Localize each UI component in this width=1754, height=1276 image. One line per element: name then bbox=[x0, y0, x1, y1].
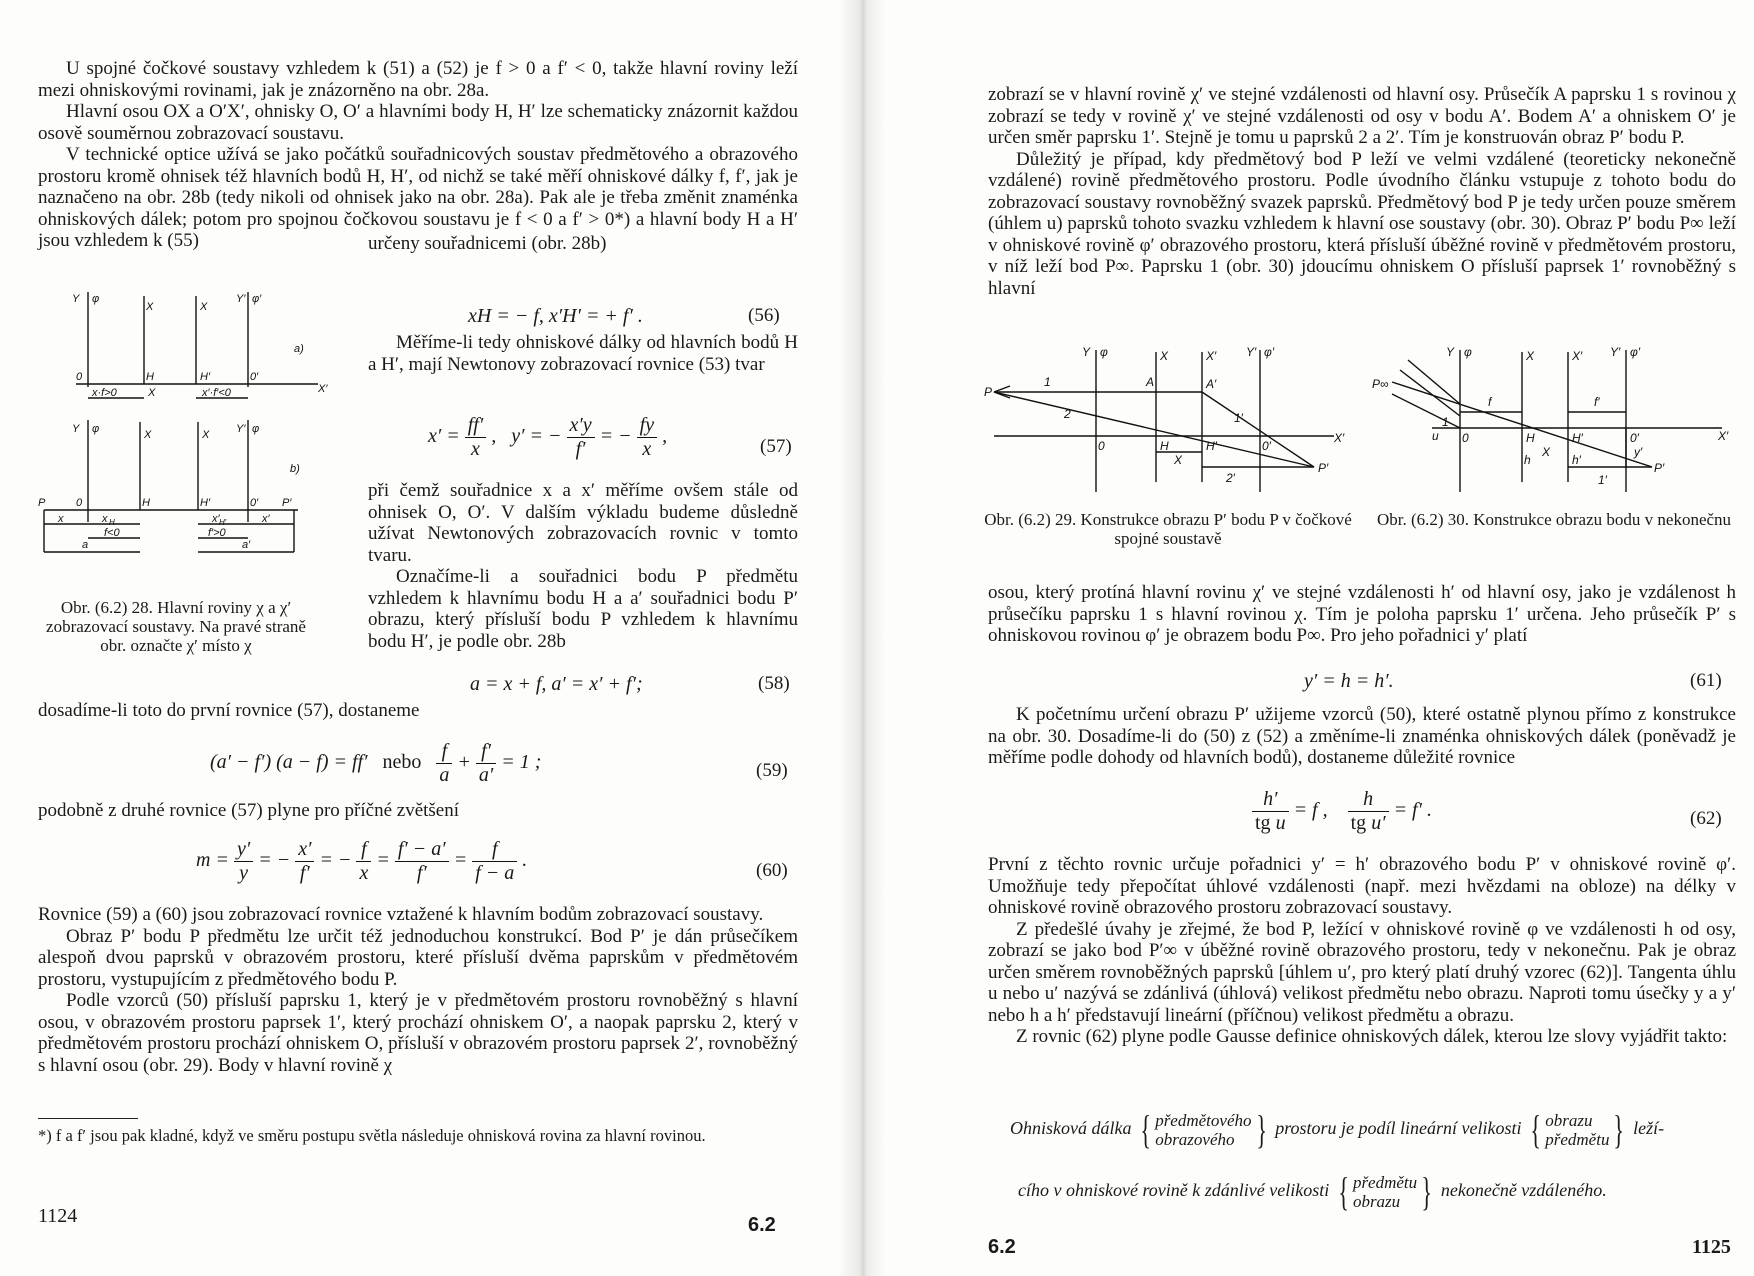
svg-text:Y′: Y′ bbox=[1246, 345, 1257, 359]
svg-text:1: 1 bbox=[1442, 415, 1449, 429]
equation-57: x′ = $\frac{ff'}{x}$ , y′ = − $\frac{x'y}{f'}$ = − $\frac{fy}{x}$ , bbox=[428, 414, 668, 460]
figure-28 bbox=[36, 292, 366, 582]
figure-29 bbox=[984, 342, 1364, 502]
svg-text:φ: φ bbox=[1100, 345, 1108, 359]
def-text-f: cího v ohniskové rovině k zdánlivé velikosti bbox=[1018, 1180, 1330, 1201]
svg-text:x′·f′<0: x′·f′<0 bbox=[202, 387, 231, 399]
svg-text:X′: X′ bbox=[1572, 349, 1583, 363]
def-option-g2: obrazu bbox=[1352, 1192, 1401, 1211]
svg-text:A: A bbox=[1146, 375, 1155, 389]
svg-text:f<0: f<0 bbox=[104, 527, 120, 539]
left-para-6-text: Označíme-li a souřadnici bodu P předmětu vzhledem k hlavnímu bodu H a a′ souřadnici bodu P′ obrazu, který přísluší bodu P vzhledem k hlavnímu bodu H′, je podle obr. 28b bbox=[368, 566, 798, 652]
svg-text:u: u bbox=[1432, 429, 1439, 443]
left-para-4 bbox=[368, 332, 798, 375]
left-page bbox=[0, 0, 862, 1276]
right-page-number: 1125 bbox=[1692, 1236, 1731, 1258]
svg-text:X: X bbox=[1542, 445, 1551, 459]
equation-62-number: (62) bbox=[1690, 808, 1722, 829]
left-top-text bbox=[38, 58, 798, 252]
right-para-2: Důležitý je případ, kdy předmětový bod P leží ve velmi vzdálené (teoreticky nekonečně vzdálené) rovině předmětového prostoru. Podle úvodního článku vstupuje z tohoto bodu do zobrazovací soustavy rovnoběžný svazek paprsků. Předmětový bod P je tedy určen pouze směrem (úhlem u) paprsků tohoto svazku vzhledem k hlavní ose soustavy (obr. 30). Obraz P′ bodu P∞ leží v ohniskové rovině φ′ obrazového prostoru, která přísluší úběžné rovině v předmětovém prostoru, v níž leží bod P∞. Paprsku 1 (obr. 30) jdoucímu ohniskem O přísluší paprsek 1′ rovnoběžný s hlavní bbox=[988, 148, 1736, 299]
left-bottom-text bbox=[38, 904, 798, 1076]
svg-text:f′: f′ bbox=[1594, 395, 1600, 409]
svg-text:P∞: P∞ bbox=[1372, 377, 1389, 391]
footnote-rule bbox=[38, 1118, 138, 1119]
figure-30-caption: Obr. (6.2) 30. Konstrukce obrazu bodu v nekonečnu bbox=[1376, 510, 1732, 529]
svg-text:Y′: Y′ bbox=[236, 423, 246, 435]
figure-28-caption: Obr. (6.2) 28. Hlavní roviny χ a χ′ zobrazovací soustavy. Na pravé straně obr. označte χ′ místo χ bbox=[46, 598, 306, 655]
svg-text:φ: φ bbox=[1464, 345, 1472, 359]
svg-text:H′: H′ bbox=[200, 371, 211, 383]
svg-text:H: H bbox=[109, 518, 115, 527]
svg-text:Y: Y bbox=[72, 423, 80, 435]
svg-text:0′: 0′ bbox=[250, 497, 259, 509]
left-para-9: Rovnice (59) a (60) jsou zobrazovací rovnice vztažené k hlavním bodům zobrazovací soustavy. bbox=[38, 904, 764, 925]
right-para-4 bbox=[988, 704, 1736, 769]
svg-text:h′: h′ bbox=[1572, 453, 1581, 467]
svg-text:Y′: Y′ bbox=[1610, 345, 1621, 359]
svg-text:H: H bbox=[1526, 431, 1535, 445]
svg-text:H: H bbox=[1160, 439, 1169, 453]
svg-text:0: 0 bbox=[76, 497, 83, 509]
right-page bbox=[862, 0, 1754, 1276]
def-option-d2: předmětu bbox=[1545, 1130, 1610, 1149]
svg-text:x: x bbox=[102, 513, 108, 525]
svg-text:X: X bbox=[144, 429, 152, 441]
svg-text:a′: a′ bbox=[242, 539, 251, 551]
def-option-b2: obrazového bbox=[1155, 1130, 1235, 1149]
left-page-number: 1124 bbox=[38, 1205, 78, 1227]
svg-text:X: X bbox=[1526, 349, 1535, 363]
equation-59-number: (59) bbox=[756, 760, 788, 781]
svg-text:y′: y′ bbox=[1634, 445, 1643, 459]
def-text-e: leží- bbox=[1633, 1118, 1665, 1139]
right-para-6: Z předešlé úvahy je zřejmé, že bod P, ležící v ohniskové rovině φ ve vzdálenosti h od osy, zobrazí se jako bod P′∞ v úběžné rovině obrazového prostoru, tedy v nekonečnu. Pak je obraz určen směrem rovnoběžných paprsků [úhlem u′, pro který platí druhý vzorec (62)]. Tangenta úhlu u nebo u′ nazývá se zdánlivá (úhlová) velikost předmětu nebo obrazu. Naproti tomu úsečky y a y′ nebo h a h′ představují lineární (příčnou) velikost předmětu a obrazu. bbox=[988, 918, 1736, 1026]
equation-62: $\frac{h'}{\text{tg u}}$ = f , $\frac{h}{\text{tg u′}}$ = f′ . bbox=[1252, 788, 1432, 835]
left-para-8: podobně z druhé rovnice (57) plyne pro příčné zvětšení bbox=[38, 800, 460, 821]
right-para-3: osou, který protíná hlavní rovinu χ′ ve stejné vzdálenosti h′ od hlavní osy, jako je vzdálenost h průsečíku paprsku 1 s hlavní rovinou χ. Tím je poloha paprsku 1′ určena. Jeho průsečík P′ s ohniskovou rovinou φ′ je obrazem bodu P∞. Pro jeho pořadnici y′ platí bbox=[988, 582, 1736, 646]
svg-text:H′: H′ bbox=[1206, 439, 1217, 453]
svg-text:P′: P′ bbox=[1654, 461, 1665, 475]
def-text-h: nekonečně vzdáleného. bbox=[1440, 1180, 1607, 1201]
left-para-2: Hlavní osou OX a O′X′, ohnisky O, O′ a hlavními body H, H′ lze schematicky znázornit každou osově souměrnou zobrazovací soustavu. bbox=[38, 101, 798, 144]
svg-text:1: 1 bbox=[1044, 375, 1051, 389]
svg-text:X: X bbox=[1174, 453, 1183, 467]
right-para-1: zobrazí se v hlavní rovině χ′ ve stejné vzdálenosti od hlavní osy. Průsečík A paprsku 1 s rovinou χ zobrazí se tedy v rovině χ′ ve stejné vzdálenosti od osy v bodu A′. Bodem A′ a ohniskem O′ je určen směr paprsku 1′. Stejně je tomu u paprsků 2 a 2′. Tím je konstruován obraz P′ bodu P. bbox=[988, 84, 1736, 148]
svg-text:1′: 1′ bbox=[1234, 411, 1243, 425]
svg-text:0′: 0′ bbox=[1630, 431, 1639, 445]
figure-30 bbox=[1372, 342, 1742, 502]
equation-60-number: (60) bbox=[756, 860, 788, 881]
footnote: *) f a f′ jsou pak kladné, když ve směru postupu světla následuje ohnisková rovina za hlavní rovinou. bbox=[38, 1126, 706, 1145]
right-section-number: 6.2 bbox=[988, 1236, 1016, 1258]
svg-text:X′: X′ bbox=[1206, 349, 1217, 363]
svg-text:a): a) bbox=[294, 343, 304, 355]
left-para-3-end: určeny souřadnicemi (obr. 28b) bbox=[368, 233, 607, 254]
svg-text:φ′: φ′ bbox=[252, 293, 262, 305]
svg-text:Y: Y bbox=[1082, 345, 1091, 359]
svg-text:X: X bbox=[1160, 349, 1169, 363]
svg-text:H: H bbox=[146, 371, 154, 383]
left-para-10: Obraz P′ bodu P předmětu lze určit též jednoduchou konstrukcí. Bod P′ je dán průsečíkem alespoň dvou paprsků v obrazovém prostoru, které přísluší dvěma paprskům v předmětovém prostoru, vystupujícím z předmětového bodu P. bbox=[38, 925, 798, 990]
equation-59: (a′ − f′) (a − f) = ff′ nebo $\frac{f}{a}$ + $\frac{f'}{a'}$ = 1 ; bbox=[210, 740, 542, 786]
right-para-7: Z rovnic (62) plyne podle Gausse definice ohniskových dálek, kterou lze slovy vyjádřit takto: bbox=[1016, 1026, 1728, 1047]
svg-text:f′>0: f′>0 bbox=[208, 527, 226, 539]
right-para-4-text: K početnímu určení obrazu P′ užijeme vzorců (50), které ostatně plynou přímo z konstrukce na obr. 30. Dosadíme-li do (50) z (52) a změníme-li znaménka ohniskových dálek (poněvadž je měříme podle dohody od hlavních bodů), dostaneme důležité rovnice bbox=[988, 704, 1736, 768]
left-section-number: 6.2 bbox=[748, 1214, 776, 1236]
svg-text:0: 0 bbox=[1098, 439, 1105, 453]
equation-60: m = $\frac{y'}{y}$ = − $\frac{x'}{f'}$ = − $\frac{f}{x}$ = $\frac{f' - a'}{f'}$ = $\frac{f}{f - a}$ . bbox=[196, 838, 528, 884]
svg-text:Y′: Y′ bbox=[236, 293, 246, 305]
svg-text:H′: H′ bbox=[219, 518, 227, 527]
svg-text:2: 2 bbox=[1064, 407, 1071, 421]
equation-61: y′ = h = h′. bbox=[1304, 670, 1394, 692]
svg-text:b): b) bbox=[290, 463, 300, 475]
svg-text:X′: X′ bbox=[1334, 431, 1345, 445]
svg-text:2′: 2′ bbox=[1226, 471, 1235, 485]
svg-text:φ: φ bbox=[92, 423, 100, 435]
svg-text:φ: φ bbox=[92, 293, 100, 305]
left-para-5-text: při čemž souřadnice x a x′ měříme ovšem stále od ohnisek O, O′. V dalším výkladu budeme důsledně užívat Newtonových zobrazovacích rovnic v tomto tvaru. bbox=[368, 480, 798, 566]
svg-text:P′: P′ bbox=[1318, 461, 1329, 475]
svg-text:0′: 0′ bbox=[250, 371, 259, 383]
svg-text:x: x bbox=[58, 513, 64, 525]
left-para-7: dosadíme-li toto do první rovnice (57), dostaneme bbox=[38, 700, 420, 721]
svg-text:X: X bbox=[146, 301, 154, 313]
gauss-definition-line-2: cího v ohniskové rovině k zdánlivé velikosti { předmětu obrazu } nekonečně vzdáleného. bbox=[1018, 1169, 1607, 1214]
svg-text:P: P bbox=[38, 497, 46, 509]
svg-text:0′: 0′ bbox=[1262, 439, 1271, 453]
svg-text:H: H bbox=[142, 497, 150, 509]
svg-text:P′: P′ bbox=[282, 497, 292, 509]
svg-text:X′: X′ bbox=[1718, 429, 1729, 443]
svg-text:x′: x′ bbox=[262, 513, 270, 525]
left-para-11: Podle vzorců (50) přísluší paprsku 1, který je v předmětovém prostoru rovnoběžný s hlavní osou, v obrazovém prostoru paprsek 1′, který prochází ohniskem O′, a naopak paprsku 2, který v předmětovém prostoru prochází ohniskem O, přísluší v obrazovém prostoru paprsek 2′, rovnoběžný s hlavní osou (obr. 29). Body v hlavní rovině χ bbox=[38, 990, 798, 1076]
figure-29-caption: Obr. (6.2) 29. Konstrukce obrazu P′ bodu P v čočkové spojné soustavě bbox=[984, 510, 1352, 548]
gauss-definition-line-1: Ohnisková dálka { předmětového obrazového } prostoru je podíl lineární velikosti { obrazu předmětu } leží- bbox=[1010, 1107, 1665, 1152]
svg-text:0: 0 bbox=[1462, 431, 1469, 445]
def-text-c: prostoru je podíl lineární velikosti bbox=[1275, 1118, 1522, 1139]
svg-text:X′: X′ bbox=[318, 383, 328, 395]
svg-text:H′: H′ bbox=[1572, 431, 1583, 445]
svg-text:X: X bbox=[148, 387, 156, 399]
equation-58-number: (58) bbox=[758, 673, 790, 694]
svg-text:H′: H′ bbox=[200, 497, 211, 509]
svg-text:f: f bbox=[1488, 395, 1492, 409]
right-para-5: První z těchto rovnic určuje pořadnici y′ = h′ obrazového bodu P′ v ohniskové rovině φ′. Umožňuje tedy přepočítat úhlové vzdálenosti (např. mezi hvězdami na obloze) na délky v ohniskové rovině obrazového prostoru zobrazovací soustavy. bbox=[988, 854, 1736, 918]
left-para-1: U spojné čočkové soustavy vzhledem k (51) a (52) je f > 0 a f′ < 0, takže hlavní roviny leží mezi ohniskovými rovinami, jak je znázorněno na obr. 28a. bbox=[38, 58, 798, 101]
right-top-text bbox=[988, 84, 1736, 299]
left-para-5 bbox=[368, 480, 798, 652]
svg-text:φ′: φ′ bbox=[1630, 345, 1641, 359]
svg-text:Y: Y bbox=[72, 293, 80, 305]
svg-text:1′: 1′ bbox=[1598, 473, 1607, 487]
equation-56: xH = − f, x′H′ = + f′ . bbox=[468, 305, 643, 327]
equation-61-number: (61) bbox=[1690, 670, 1722, 691]
def-option-g1: předmětu bbox=[1352, 1173, 1418, 1192]
svg-text:P: P bbox=[984, 385, 993, 399]
def-option-b1: předmětového bbox=[1155, 1111, 1252, 1130]
equation-58: a = x + f, a′ = x′ + f′; bbox=[470, 673, 643, 695]
svg-text:Y: Y bbox=[1446, 345, 1455, 359]
svg-text:X: X bbox=[202, 429, 210, 441]
svg-text:a: a bbox=[82, 539, 89, 551]
def-text-a: Ohnisková dálka bbox=[1010, 1118, 1132, 1139]
svg-text:0: 0 bbox=[76, 371, 83, 383]
left-para-4-text: Měříme-li tedy ohniskové dálky od hlavních bodů H a H′, mají Newtonovy zobrazovací rovnice (53) tvar bbox=[368, 332, 798, 375]
equation-57-number: (57) bbox=[760, 436, 792, 457]
svg-text:x·f>0: x·f>0 bbox=[92, 387, 117, 399]
svg-text:φ: φ bbox=[252, 423, 260, 435]
svg-text:φ′: φ′ bbox=[1264, 345, 1275, 359]
left-para-3: V technické optice užívá se jako počátků souřadnicových soustav předmětového a obrazového prostoru kromě ohnisek též hlavních bodů H, H′, od nichž se také měří ohniskové dálky f, f′, jak je naznačeno na obr. 28b (tedy nikoli od ohnisek jako na obr. 28a). Pak ale je třeba změnit znaménka ohniskových dálek; potom pro spojnou čočkovou soustavu je f < 0 a f′ > 0*) a hlavní body H a H′ jsou vzhledem k (55) bbox=[38, 144, 798, 251]
svg-text:X: X bbox=[200, 301, 208, 313]
equation-56-number: (56) bbox=[748, 305, 780, 326]
def-option-d1: obrazu bbox=[1545, 1111, 1593, 1130]
svg-text:x′: x′ bbox=[212, 513, 220, 525]
svg-text:A′: A′ bbox=[1206, 377, 1217, 391]
svg-text:h: h bbox=[1524, 453, 1531, 467]
right-bottom-text bbox=[988, 854, 1736, 1048]
